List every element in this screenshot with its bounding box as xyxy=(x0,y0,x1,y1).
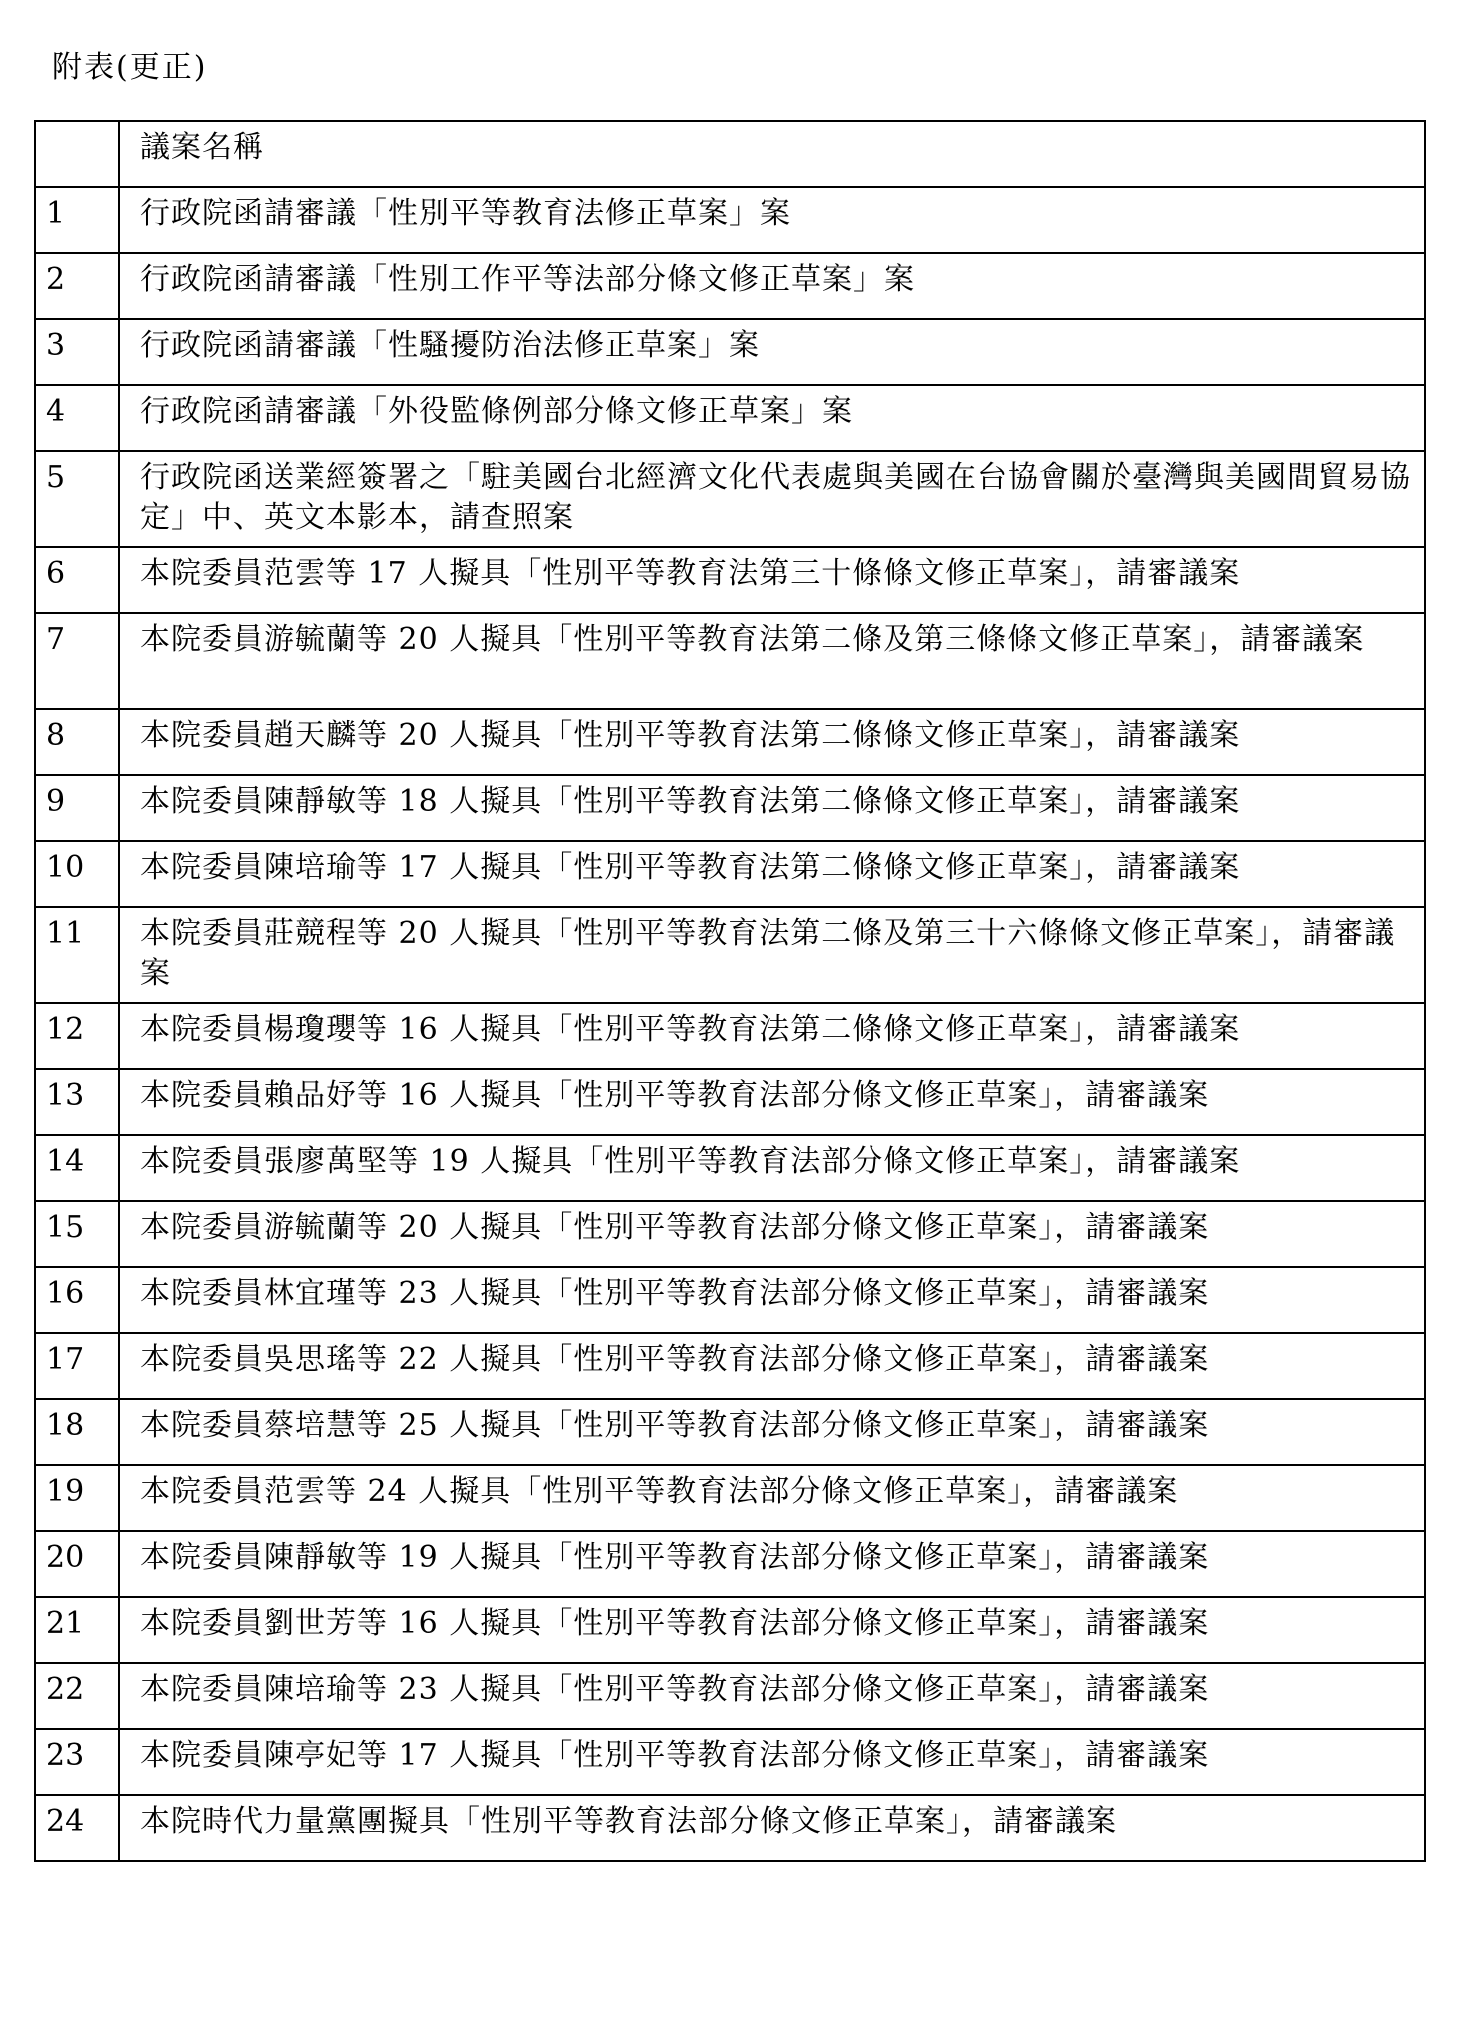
row-number: 16 xyxy=(35,1267,119,1333)
table-row xyxy=(35,187,1425,253)
row-number: 4 xyxy=(35,385,119,451)
bill-name: 本院委員范雲等 17 人擬具「性別平等教育法第三十條條文修正草案」，請審議案 xyxy=(119,547,1425,613)
bill-name: 本院委員吳思瑤等 22 人擬具「性別平等教育法部分條文修正草案」，請審議案 xyxy=(119,1333,1425,1399)
row-number: 1 xyxy=(35,187,119,253)
row-number: 21 xyxy=(35,1597,119,1663)
table-row xyxy=(35,1399,1425,1465)
row-number: 18 xyxy=(35,1399,119,1465)
row-number: 5 xyxy=(35,451,119,547)
bill-name: 行政院函請審議「外役監條例部分條文修正草案」案 xyxy=(119,385,1425,451)
header-num-cell xyxy=(35,121,119,187)
table-row xyxy=(35,253,1425,319)
table-row xyxy=(35,547,1425,613)
bill-name: 本院委員陳靜敏等 18 人擬具「性別平等教育法第二條條文修正草案」，請審議案 xyxy=(119,775,1425,841)
bill-name: 本院委員游毓蘭等 20 人擬具「性別平等教育法第二條及第三條條文修正草案」，請審議案 xyxy=(119,613,1425,709)
row-number: 14 xyxy=(35,1135,119,1201)
row-number: 11 xyxy=(35,907,119,1003)
table-row xyxy=(35,385,1425,451)
bill-name: 本院委員陳亭妃等 17 人擬具「性別平等教育法部分條文修正草案」，請審議案 xyxy=(119,1729,1425,1795)
bill-name: 本院委員范雲等 24 人擬具「性別平等教育法部分條文修正草案」，請審議案 xyxy=(119,1465,1425,1531)
table-row xyxy=(35,1333,1425,1399)
row-number: 9 xyxy=(35,775,119,841)
bill-name: 本院委員游毓蘭等 20 人擬具「性別平等教育法部分條文修正草案」，請審議案 xyxy=(119,1201,1425,1267)
table-row xyxy=(35,709,1425,775)
table-row xyxy=(35,1663,1425,1729)
row-number: 15 xyxy=(35,1201,119,1267)
table-row xyxy=(35,613,1425,709)
row-number: 8 xyxy=(35,709,119,775)
table-row xyxy=(35,1201,1425,1267)
row-number: 13 xyxy=(35,1069,119,1135)
row-number: 6 xyxy=(35,547,119,613)
table-row xyxy=(35,1729,1425,1795)
bill-name: 本院委員賴品妤等 16 人擬具「性別平等教育法部分條文修正草案」，請審議案 xyxy=(119,1069,1425,1135)
row-number: 17 xyxy=(35,1333,119,1399)
bill-name: 本院委員陳培瑜等 17 人擬具「性別平等教育法第二條條文修正草案」，請審議案 xyxy=(119,841,1425,907)
row-number: 24 xyxy=(35,1795,119,1861)
header-name-cell: 議案名稱 xyxy=(119,121,1425,187)
table-row xyxy=(35,1069,1425,1135)
bill-name: 行政院函請審議「性別平等教育法修正草案」案 xyxy=(119,187,1425,253)
row-number: 7 xyxy=(35,613,119,709)
bill-name: 行政院函請審議「性別工作平等法部分條文修正草案」案 xyxy=(119,253,1425,319)
bill-name: 本院委員蔡培慧等 25 人擬具「性別平等教育法部分條文修正草案」，請審議案 xyxy=(119,1399,1425,1465)
bill-table xyxy=(34,120,1426,1862)
row-number: 2 xyxy=(35,253,119,319)
row-number: 19 xyxy=(35,1465,119,1531)
row-number: 23 xyxy=(35,1729,119,1795)
table-row xyxy=(35,1531,1425,1597)
table-row xyxy=(35,319,1425,385)
bill-name: 本院委員莊競程等 20 人擬具「性別平等教育法第二條及第三十六條條文修正草案」，請審議案 xyxy=(119,907,1425,1003)
row-number: 20 xyxy=(35,1531,119,1597)
row-number: 10 xyxy=(35,841,119,907)
bill-name: 本院委員林宜瑾等 23 人擬具「性別平等教育法部分條文修正草案」，請審議案 xyxy=(119,1267,1425,1333)
bill-name: 本院時代力量黨團擬具「性別平等教育法部分條文修正草案」，請審議案 xyxy=(119,1795,1425,1861)
bill-name: 行政院函請審議「性騷擾防治法修正草案」案 xyxy=(119,319,1425,385)
bill-name: 行政院函送業經簽署之「駐美國台北經濟文化代表處與美國在台協會關於臺灣與美國間貿易協定」中、英文本影本，請查照案 xyxy=(119,451,1425,547)
table-row xyxy=(35,1267,1425,1333)
table-row xyxy=(35,1003,1425,1069)
row-number: 12 xyxy=(35,1003,119,1069)
table-header-row xyxy=(35,121,1425,187)
table-row xyxy=(35,841,1425,907)
table-row xyxy=(35,1597,1425,1663)
row-number: 3 xyxy=(35,319,119,385)
bill-name: 本院委員楊瓊瓔等 16 人擬具「性別平等教育法第二條條文修正草案」，請審議案 xyxy=(119,1003,1425,1069)
row-number: 22 xyxy=(35,1663,119,1729)
bill-name: 本院委員陳培瑜等 23 人擬具「性別平等教育法部分條文修正草案」，請審議案 xyxy=(119,1663,1425,1729)
table-row xyxy=(35,1795,1425,1861)
bill-name: 本院委員張廖萬堅等 19 人擬具「性別平等教育法部分條文修正草案」，請審議案 xyxy=(119,1135,1425,1201)
bill-name: 本院委員趙天麟等 20 人擬具「性別平等教育法第二條條文修正草案」，請審議案 xyxy=(119,709,1425,775)
table-row xyxy=(35,775,1425,841)
page-title: 附表(更正) xyxy=(52,50,208,85)
table-row xyxy=(35,1465,1425,1531)
table-row xyxy=(35,451,1425,547)
table-row xyxy=(35,907,1425,1003)
bill-name: 本院委員陳靜敏等 19 人擬具「性別平等教育法部分條文修正草案」，請審議案 xyxy=(119,1531,1425,1597)
bill-name: 本院委員劉世芳等 16 人擬具「性別平等教育法部分條文修正草案」，請審議案 xyxy=(119,1597,1425,1663)
table-row xyxy=(35,1135,1425,1201)
